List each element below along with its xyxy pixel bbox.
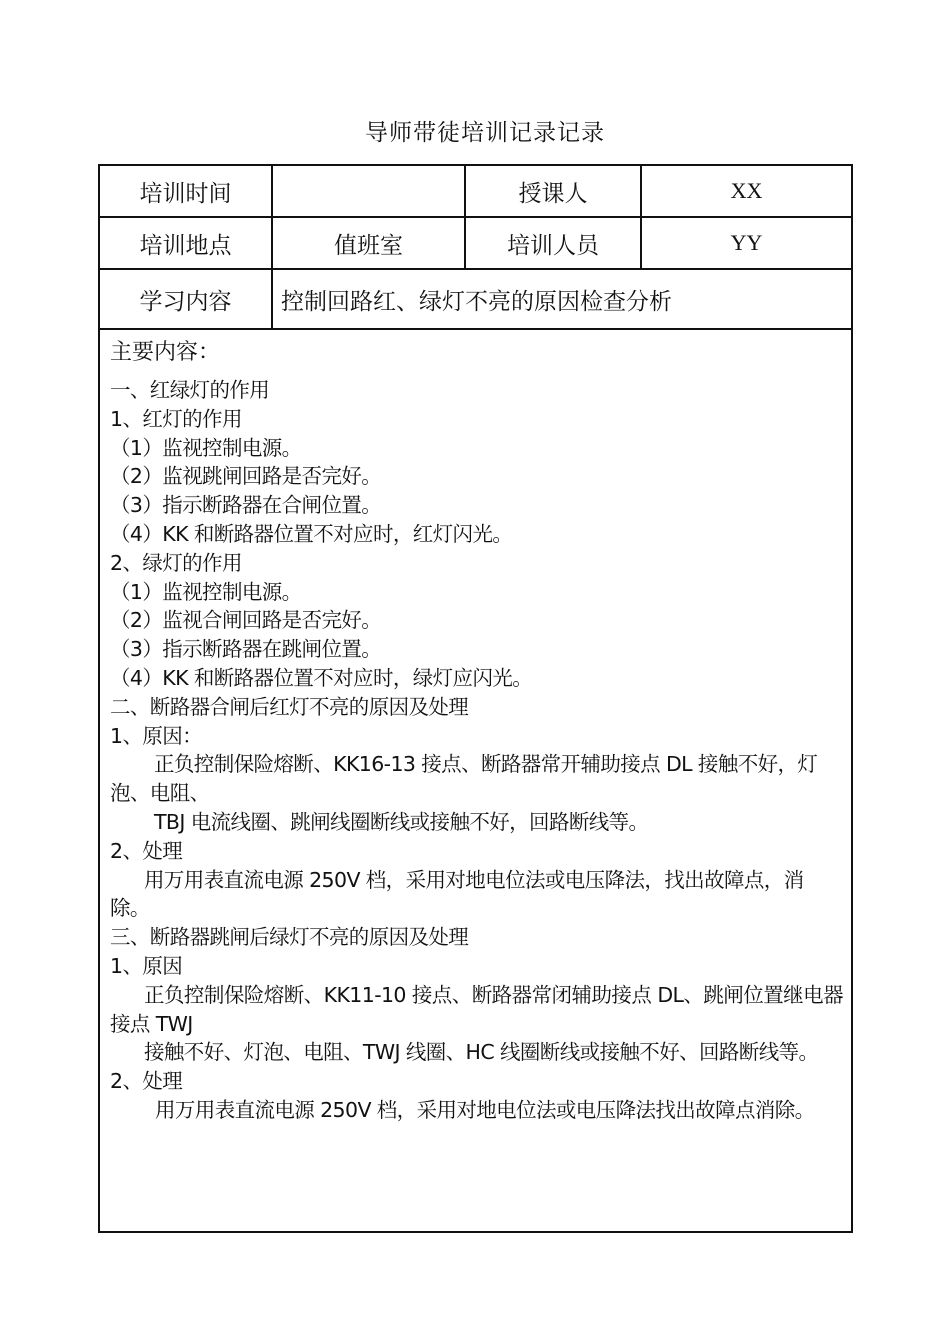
training-time-value xyxy=(272,165,465,217)
row-time-teacher xyxy=(99,165,852,217)
paragraph: 用万用表直流电源 250V 档，采用对地电位法或电压降法找出故障点消除。 xyxy=(155,1097,815,1122)
subsection-heading: 2、处理 xyxy=(110,1069,183,1094)
list-item: （3）指示断路器在跳闸位置。 xyxy=(110,637,382,662)
subsection-heading: 1、红灯的作用 xyxy=(110,406,242,431)
paragraph: 接触不好、灯泡、电阻、TWJ 线圈、HC 线圈断线或接触不好、回路断线等。 xyxy=(144,1040,819,1065)
topic-value: 控制回路红、绿灯不亮的原因检查分析 xyxy=(272,269,852,329)
list-item: （2）监视合闸回路是否完好。 xyxy=(110,608,382,633)
list-item: （1）监视控制电源。 xyxy=(110,435,302,460)
section-heading: 二、断路器合闸后红灯不亮的原因及处理 xyxy=(110,694,469,719)
topic-label: 学习内容 xyxy=(99,269,272,329)
training-place-label: 培训地点 xyxy=(99,217,272,269)
row-main-content xyxy=(99,329,852,1232)
paragraph: 正负控制保险熔断、KK11-10 接点、断路器常闭辅助接点 DL、跳闸位置继电器接点 TWJ xyxy=(110,982,843,1036)
section-heading: 一、红绿灯的作用 xyxy=(110,378,270,402)
subsection-heading: 1、原因 xyxy=(110,953,183,978)
section-heading: 三、断路器跳闸后绿灯不亮的原因及处理 xyxy=(110,925,469,950)
paragraph: TBJ 电流线圈、跳闸线圈断线或接触不好，回路断线等。 xyxy=(154,809,649,834)
list-item: （4）KK 和断路器位置不对应时，绿灯应闪光。 xyxy=(110,665,533,690)
list-item: （1）监视控制电源。 xyxy=(110,579,302,604)
row-place-trainee xyxy=(99,217,852,269)
main-content-heading: 主要内容： xyxy=(110,340,221,365)
list-item: （2）监视跳闸回路是否完好。 xyxy=(110,464,382,489)
row-topic xyxy=(99,269,852,329)
teacher-value: XX xyxy=(641,165,852,217)
subsection-heading: 2、处理 xyxy=(110,838,183,863)
subsection-heading: 2、绿灯的作用 xyxy=(110,550,242,575)
list-item: （4）KK 和断路器位置不对应时，红灯闪光。 xyxy=(110,521,513,546)
main-content-cell xyxy=(99,329,852,1232)
trainee-value: YY xyxy=(641,217,852,269)
training-record-table xyxy=(98,164,853,1233)
paragraph: 正负控制保险熔断、KK16-13 接点、断路器常开辅助接点 DL 接触不好，灯泡、电阻、 xyxy=(110,752,818,806)
training-time-label: 培训时间 xyxy=(99,165,272,217)
trainee-label: 培训人员 xyxy=(465,217,641,269)
main-content-body xyxy=(110,376,843,1125)
training-place-value: 值班室 xyxy=(272,217,465,269)
teacher-label: 授课人 xyxy=(465,165,641,217)
document-title: 导师带徒培训记录记录 xyxy=(365,120,605,146)
subsection-heading: 1、原因： xyxy=(110,723,203,748)
paragraph: 用万用表直流电源 250V 档，采用对地电位法或电压降法，找出故障点，消除。 xyxy=(110,867,804,921)
list-item: （3）指示断路器在合闸位置。 xyxy=(110,493,382,518)
